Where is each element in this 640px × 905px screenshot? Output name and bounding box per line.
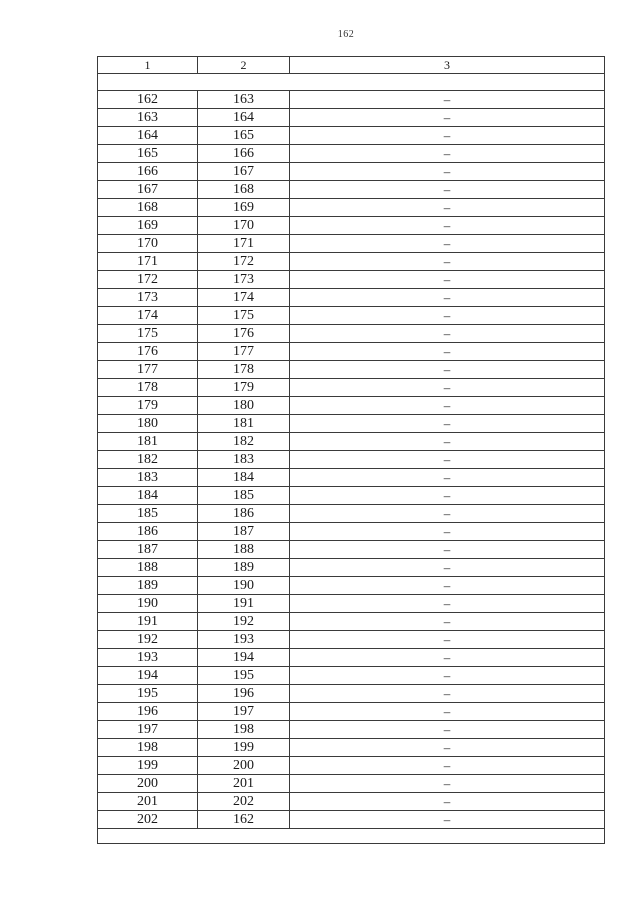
- table-cell-col-1: 172: [98, 271, 198, 289]
- table-cell-col-2: 189: [198, 559, 290, 577]
- table-cell-col-3: –: [290, 253, 605, 271]
- table-cell-col-1: 201: [98, 793, 198, 811]
- table-cell-col-3: –: [290, 415, 605, 433]
- table-cell-col-2: 175: [198, 307, 290, 325]
- table-cell-col-2: 184: [198, 469, 290, 487]
- table-cell-col-1: 190: [98, 595, 198, 613]
- table-cell-col-1: 185: [98, 505, 198, 523]
- table-cell-col-2: 201: [198, 775, 290, 793]
- table-cell-col-3: –: [290, 487, 605, 505]
- table-cell-col-3: –: [290, 109, 605, 127]
- table-cell-col-1: 182: [98, 451, 198, 469]
- spacer-row: [98, 74, 605, 91]
- table-row: [98, 433, 605, 451]
- table-row: [98, 91, 605, 109]
- table-cell-col-3: –: [290, 685, 605, 703]
- table-row: [98, 721, 605, 739]
- table-cell-col-3: –: [290, 379, 605, 397]
- table-cell-col-2: 193: [198, 631, 290, 649]
- table-cell-col-3: –: [290, 505, 605, 523]
- column-header-3: 3: [290, 57, 605, 74]
- table-cell-col-3: –: [290, 181, 605, 199]
- table-cell-col-2: 177: [198, 343, 290, 361]
- table-cell-col-1: 168: [98, 199, 198, 217]
- table-cell-col-3: –: [290, 541, 605, 559]
- table-row: [98, 505, 605, 523]
- table-row: [98, 415, 605, 433]
- table-row: [98, 343, 605, 361]
- table-cell-col-3: –: [290, 613, 605, 631]
- table-cell-col-3: –: [290, 667, 605, 685]
- table-row: [98, 595, 605, 613]
- table-row: [98, 235, 605, 253]
- table-cell-col-1: 192: [98, 631, 198, 649]
- table-cell-col-2: 187: [198, 523, 290, 541]
- table-cell-col-2: 162: [198, 811, 290, 829]
- table-row: [98, 613, 605, 631]
- table-row: [98, 577, 605, 595]
- table-cell-col-1: 174: [98, 307, 198, 325]
- table-cell-col-3: –: [290, 739, 605, 757]
- table-cell-col-2: 202: [198, 793, 290, 811]
- table-cell-col-2: 176: [198, 325, 290, 343]
- table-cell-col-1: 164: [98, 127, 198, 145]
- table-cell-col-1: 191: [98, 613, 198, 631]
- table-cell-col-3: –: [290, 649, 605, 667]
- table-cell-col-3: –: [290, 199, 605, 217]
- table-row: [98, 325, 605, 343]
- table-row: [98, 145, 605, 163]
- table-cell-col-3: –: [290, 469, 605, 487]
- table-cell-col-3: –: [290, 577, 605, 595]
- table-cell-col-1: 176: [98, 343, 198, 361]
- table-cell-col-2: 173: [198, 271, 290, 289]
- table-row: [98, 667, 605, 685]
- table-row: [98, 379, 605, 397]
- table-row: [98, 631, 605, 649]
- table-cell-col-2: 197: [198, 703, 290, 721]
- table-row: [98, 523, 605, 541]
- table-cell-col-2: 165: [198, 127, 290, 145]
- table-cell-col-1: 183: [98, 469, 198, 487]
- table-row: [98, 541, 605, 559]
- table-cell-col-1: 173: [98, 289, 198, 307]
- table-cell-col-2: 174: [198, 289, 290, 307]
- table-row: [98, 757, 605, 775]
- table-cell-col-2: 190: [198, 577, 290, 595]
- table-row: [98, 469, 605, 487]
- table-cell-col-2: 191: [198, 595, 290, 613]
- table-row: [98, 361, 605, 379]
- table-cell-col-1: 179: [98, 397, 198, 415]
- table-row: [98, 793, 605, 811]
- table-cell-col-3: –: [290, 775, 605, 793]
- page-number: 162: [337, 29, 355, 40]
- table-cell-col-2: 194: [198, 649, 290, 667]
- table-row: [98, 739, 605, 757]
- table-cell-col-1: 177: [98, 361, 198, 379]
- table-row: [98, 109, 605, 127]
- table-cell-col-2: 163: [198, 91, 290, 109]
- table-cell-col-2: 200: [198, 757, 290, 775]
- table-cell-col-1: 196: [98, 703, 198, 721]
- table-cell-col-3: –: [290, 595, 605, 613]
- table-row: [98, 163, 605, 181]
- table-cell-col-1: 189: [98, 577, 198, 595]
- table-cell-col-3: –: [290, 433, 605, 451]
- table-cell-col-1: 165: [98, 145, 198, 163]
- table-cell-col-2: 172: [198, 253, 290, 271]
- table-cell-col-1: 202: [98, 811, 198, 829]
- table-row: [98, 199, 605, 217]
- table-cell-col-3: –: [290, 523, 605, 541]
- header-row: [98, 57, 605, 74]
- table-cell-col-1: 175: [98, 325, 198, 343]
- table-cell-col-1: 195: [98, 685, 198, 703]
- table-row: [98, 397, 605, 415]
- table-cell-col-3: –: [290, 703, 605, 721]
- table-cell-col-2: 178: [198, 361, 290, 379]
- table-cell-col-2: 181: [198, 415, 290, 433]
- table-cell-col-3: –: [290, 163, 605, 181]
- table-cell-col-2: 171: [198, 235, 290, 253]
- table-cell-col-1: 200: [98, 775, 198, 793]
- table-cell-col-1: 163: [98, 109, 198, 127]
- table-cell-col-3: –: [290, 757, 605, 775]
- table-cell-col-2: 195: [198, 667, 290, 685]
- spacer-cell: [98, 74, 605, 91]
- table-cell-col-3: –: [290, 721, 605, 739]
- table-row: [98, 253, 605, 271]
- table-cell-col-3: –: [290, 325, 605, 343]
- column-header-2: 2: [198, 57, 290, 74]
- table-row: [98, 649, 605, 667]
- table-cell-col-2: 183: [198, 451, 290, 469]
- table-row: [98, 217, 605, 235]
- table-cell-col-1: 184: [98, 487, 198, 505]
- table-cell-col-2: 164: [198, 109, 290, 127]
- table-row: [98, 811, 605, 829]
- table-cell-col-3: –: [290, 271, 605, 289]
- table-cell-col-3: –: [290, 361, 605, 379]
- table-cell-col-1: 162: [98, 91, 198, 109]
- table-cell-col-2: 188: [198, 541, 290, 559]
- trailing-empty-row: [98, 829, 605, 844]
- table-cell-col-1: 188: [98, 559, 198, 577]
- table-cell-col-2: 182: [198, 433, 290, 451]
- table-row: [98, 271, 605, 289]
- table-cell-col-1: 166: [98, 163, 198, 181]
- table-cell-col-3: –: [290, 793, 605, 811]
- table-cell-col-1: 199: [98, 757, 198, 775]
- table-row: [98, 289, 605, 307]
- table-cell-col-1: 178: [98, 379, 198, 397]
- table-cell-col-1: 198: [98, 739, 198, 757]
- table-cell-col-3: –: [290, 127, 605, 145]
- table-cell-col-3: –: [290, 559, 605, 577]
- table-cell-col-2: 196: [198, 685, 290, 703]
- table-cell-col-1: 180: [98, 415, 198, 433]
- table-cell-col-1: 169: [98, 217, 198, 235]
- table-cell-col-1: 170: [98, 235, 198, 253]
- table-header: [98, 57, 605, 74]
- table-cell-col-3: –: [290, 343, 605, 361]
- table-cell-col-2: 168: [198, 181, 290, 199]
- trailing-empty-cell: [98, 829, 605, 844]
- table-cell-col-3: –: [290, 811, 605, 829]
- table-cell-col-3: –: [290, 145, 605, 163]
- table-cell-col-3: –: [290, 631, 605, 649]
- data-table: [97, 56, 605, 844]
- table-cell-col-3: –: [290, 307, 605, 325]
- table-row: [98, 181, 605, 199]
- table-cell-col-3: –: [290, 289, 605, 307]
- table-cell-col-3: –: [290, 91, 605, 109]
- table-cell-col-2: 185: [198, 487, 290, 505]
- table-row: [98, 487, 605, 505]
- table-cell-col-1: 167: [98, 181, 198, 199]
- table-cell-col-1: 197: [98, 721, 198, 739]
- table-cell-col-1: 193: [98, 649, 198, 667]
- table-cell-col-2: 192: [198, 613, 290, 631]
- table-cell-col-3: –: [290, 235, 605, 253]
- table-cell-col-2: 166: [198, 145, 290, 163]
- table-cell-col-3: –: [290, 217, 605, 235]
- table-cell-col-2: 180: [198, 397, 290, 415]
- table-cell-col-2: 199: [198, 739, 290, 757]
- table-cell-col-2: 198: [198, 721, 290, 739]
- table-body: [98, 74, 605, 844]
- table-cell-col-1: 186: [98, 523, 198, 541]
- table-cell-col-1: 194: [98, 667, 198, 685]
- table-row: [98, 451, 605, 469]
- table-cell-col-2: 167: [198, 163, 290, 181]
- table-cell-col-3: –: [290, 451, 605, 469]
- table-row: [98, 703, 605, 721]
- table-cell-col-2: 186: [198, 505, 290, 523]
- table-row: [98, 685, 605, 703]
- table-cell-col-1: 187: [98, 541, 198, 559]
- table-cell-col-1: 181: [98, 433, 198, 451]
- table-row: [98, 307, 605, 325]
- table-cell-col-2: 169: [198, 199, 290, 217]
- table-cell-col-1: 171: [98, 253, 198, 271]
- column-header-1: 1: [98, 57, 198, 74]
- table-row: [98, 775, 605, 793]
- table-cell-col-2: 170: [198, 217, 290, 235]
- table-row: [98, 559, 605, 577]
- table-cell-col-3: –: [290, 397, 605, 415]
- table-cell-col-2: 179: [198, 379, 290, 397]
- table-row: [98, 127, 605, 145]
